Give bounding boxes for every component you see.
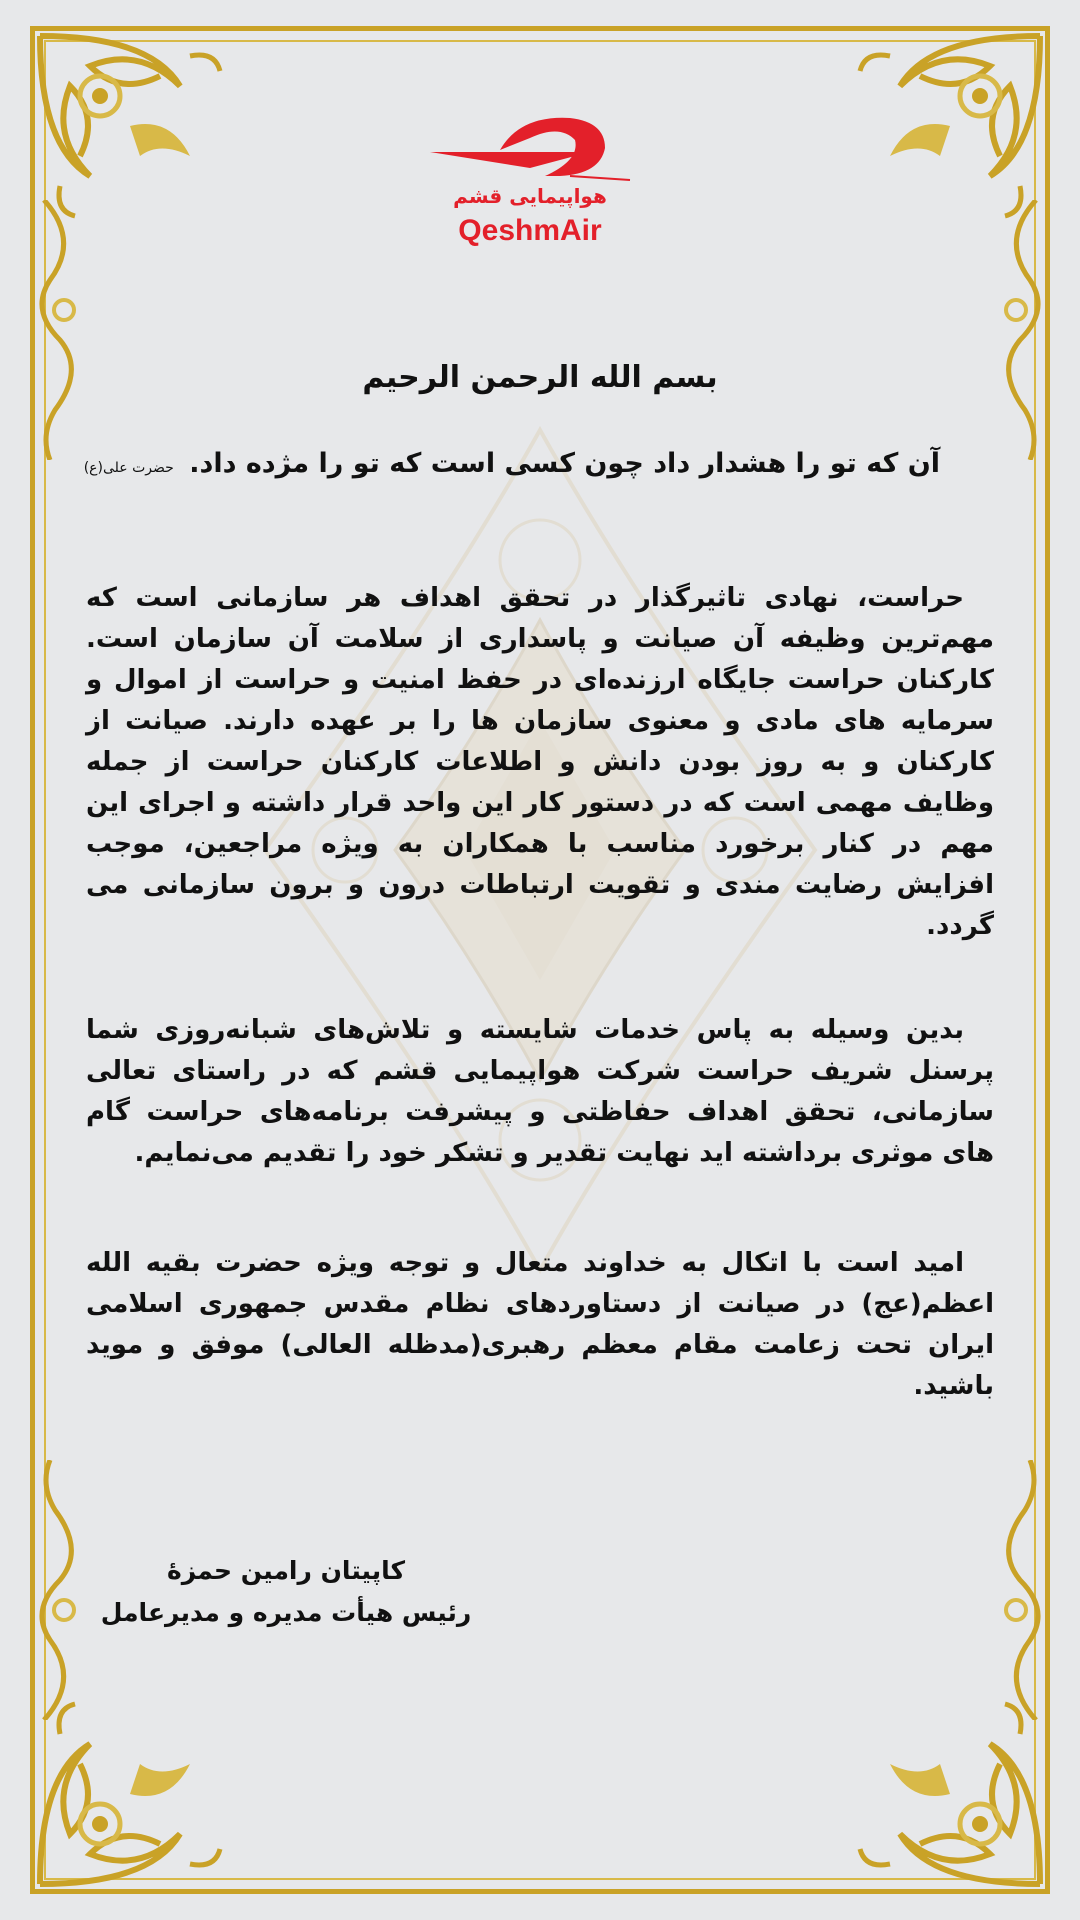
paragraph-text: حراست، نهادی تاثیرگذار در تحقق اهداف هر سازمانی است که مهم‌ترین وظیفه آن صیانت و پاسداری از سلامت آن سازمان است. کارکنان حراست جایگاه ارزنده‌ای در حفظ امنیت و حراست از اموال و سرمایه های مادی و معنوی سازمان ها را بر عهده دارند. صیانت از کارکنان و به روز بودن دانش و اطلاعات کارکنان حراست از جمله وظایف مهمی است که در دستور کار این واحد قرار داشته و اجرای این مهم در کنار برخورد مناسب با همکاران به ویژه مراجعین، موجب افزایش رضایت مندی و تقویت ارتباطات درون و برون سازمانی می گردد.: [86, 583, 994, 941]
quote-source: حضرت علی(ع): [83, 460, 174, 476]
corner-ornament-icon: [850, 26, 1050, 226]
side-scroll-ornament-icon: [980, 200, 1050, 460]
corner-ornament-icon: [850, 1694, 1050, 1894]
logo-name-en: QeshmAir: [458, 214, 602, 247]
side-scroll-ornament-icon: [980, 1460, 1050, 1720]
corner-ornament-icon: [30, 1694, 230, 1894]
side-scroll-ornament-icon: [30, 1460, 100, 1720]
paragraph-text: امید است با اتکال به خداوند متعال و توجه ویژه حضرت بقیه الله اعظم(عج) در صیانت از دستاوردهای نظام مقدس جمهوری اسلامی ایران تحت زعامت مقام معظم رهبری(مدظله العالی) موفق و موید باشید.: [86, 1248, 994, 1401]
basmala-heading: بسم الله الرحمن الرحیم: [362, 360, 718, 395]
signatory-title: رئیس هیأت مدیره و مدیرعامل: [100, 1598, 472, 1627]
logo-name-fa: هواپیمایی قشم: [453, 184, 607, 208]
letter-paragraph: [86, 1010, 994, 1174]
signature-block: [96, 1550, 476, 1634]
quote-text: آن که تو را هشدار داد چون کسی است که تو را مژده داد.: [189, 448, 940, 479]
paragraph-text: بدین وسیله به پاس خدمات شایسته و تلاش‌های شبانه‌روزی شما پرسنل شریف حراست شرکت هواپیمایی قشم که در راستای تعالی سازمانی، تحقق اهداف حفاظتی و پیشرفت برنامه‌های حراست گام های موثری برداشته اید نهایت تقدیر و تشکر خود را تقدیم می‌نمایم.: [86, 1015, 994, 1168]
letter-paragraph: [86, 1243, 994, 1407]
quote: [84, 448, 940, 479]
letter-paragraph: [86, 578, 994, 947]
side-scroll-ornament-icon: [30, 200, 100, 460]
corner-ornament-icon: [30, 26, 230, 226]
signatory-name: کاپیتان رامین حمزهٔ: [166, 1556, 406, 1585]
